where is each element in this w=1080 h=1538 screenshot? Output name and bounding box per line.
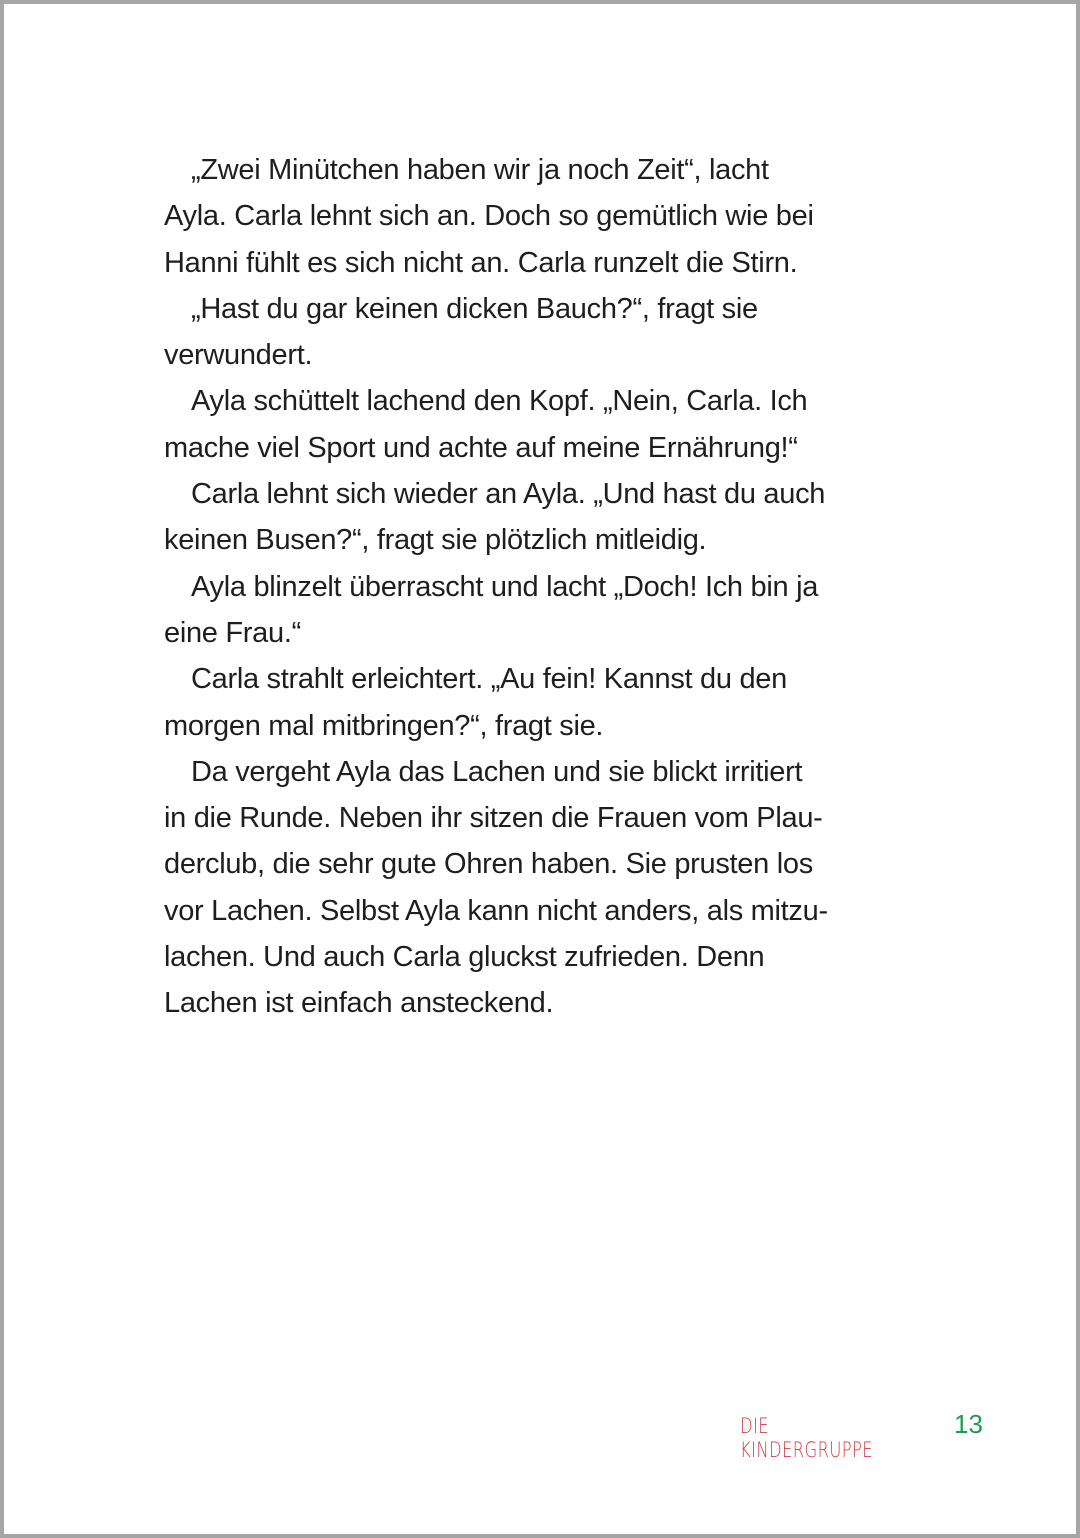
- text-line: lachen. Und auch Carla gluckst zufrieden. Denn: [164, 941, 765, 974]
- text-line: Ayla blinzelt überrascht und lacht „Doch! Ich bin ja: [191, 570, 819, 603]
- text-line: Carla strahlt erleichtert. „Au fein! Kannst du den: [191, 663, 787, 696]
- text-line: „Zwei Minütchen haben wir ja noch Zeit“, lacht: [191, 154, 769, 186]
- text-line: Carla lehnt sich wieder an Ayla. „Und hast du auch: [191, 478, 826, 511]
- page-footer: [740, 1409, 983, 1462]
- text-line: keinen Busen?“, fragt sie plötzlich mitleidig.: [164, 524, 707, 557]
- text-line: in die Runde. Neben ihr sitzen die Frauen vom Plau-: [164, 802, 823, 835]
- body-text: [164, 147, 924, 1027]
- text-line: „Hast du gar keinen dicken Bauch?“, fragt sie: [191, 292, 758, 325]
- text-line: morgen mal mitbringen?“, fragt sie.: [164, 709, 604, 742]
- text-line: verwundert.: [164, 339, 313, 372]
- text-line: derclub, die sehr gute Ohren haben. Sie prusten los: [164, 848, 813, 881]
- text-line: Ayla. Carla lehnt sich an. Doch so gemütlich wie bei: [164, 200, 814, 233]
- page-number: 13: [954, 1409, 983, 1439]
- text-line: vor Lachen. Selbst Ayla kann nicht anders, als mitzu-: [164, 894, 828, 927]
- text-line: eine Frau.“: [164, 616, 301, 649]
- text-line: Ayla schüttelt lachend den Kopf. „Nein, Carla. Ich: [191, 385, 808, 418]
- text-line: Lachen ist einfach ansteckend.: [164, 987, 554, 1020]
- running-head: DIE KINDERGRUPPE: [740, 1414, 874, 1462]
- text-line: Da vergeht Ayla das Lachen und sie blickt irritiert: [191, 755, 803, 788]
- text-line: mache viel Sport und achte auf meine Ernährung!“: [164, 431, 798, 464]
- text-line: Hanni fühlt es sich nicht an. Carla runzelt die Stirn.: [164, 246, 798, 279]
